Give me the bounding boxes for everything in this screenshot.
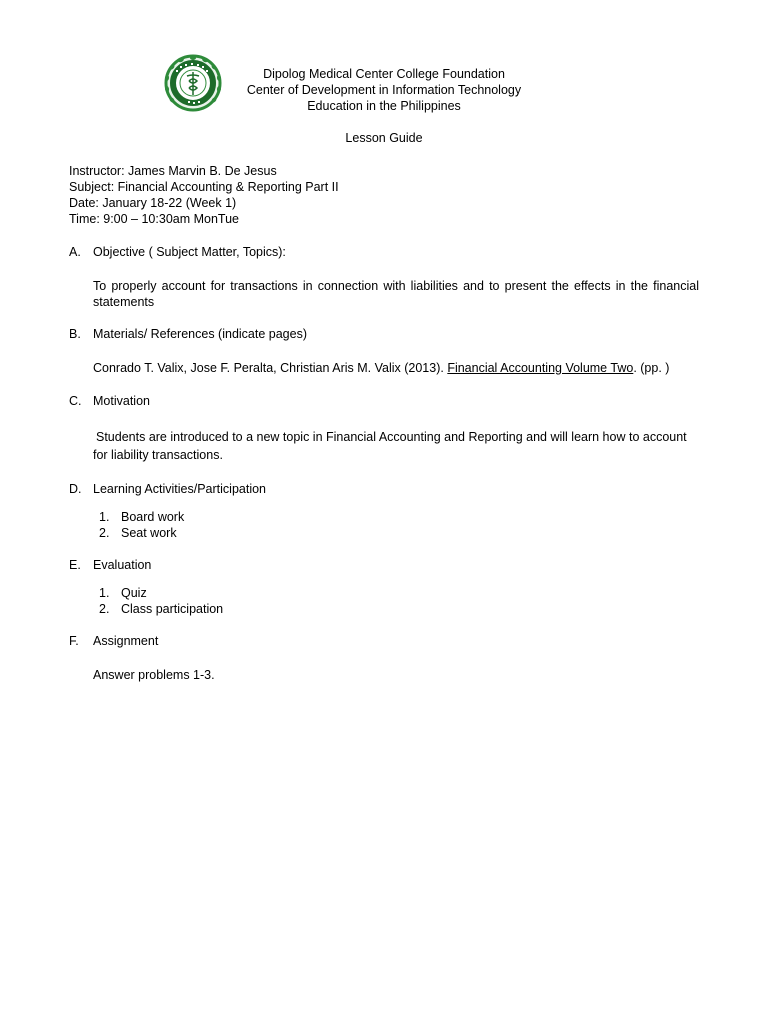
list-item <box>93 525 184 541</box>
section-letter: B. <box>69 327 81 341</box>
item-text: Seat work <box>121 526 177 540</box>
item-number: 2. <box>99 526 110 540</box>
section-f-heading <box>69 633 158 649</box>
item-text: Class participation <box>121 602 224 616</box>
institution-name: Dipolog Medical Center College Foundation <box>263 67 505 81</box>
assignment-text: Answer problems 1-3. <box>93 668 215 682</box>
item-number: 1. <box>99 586 110 600</box>
reference-pages: . (pp. ) <box>633 361 670 375</box>
section-letter: A. <box>69 245 81 259</box>
reference-text <box>93 360 699 376</box>
section-letter: E. <box>69 558 81 572</box>
objective-text: To properly account for transactions in connection with liabilities and to present the effects in the financial statements <box>93 279 699 309</box>
item-number: 2. <box>99 602 110 616</box>
list-item <box>93 585 223 601</box>
section-a-heading <box>69 244 286 260</box>
section-heading: Materials/ References (indicate pages) <box>93 327 307 341</box>
section-c-heading <box>69 393 150 409</box>
document-title: Lesson Guide <box>345 131 423 145</box>
activities-list <box>93 509 184 541</box>
section-letter: C. <box>69 394 82 408</box>
section-heading: Evaluation <box>93 558 152 572</box>
section-heading: Motivation <box>93 394 150 408</box>
subject-line: Subject: Financial Accounting & Reporting Part II <box>69 180 339 194</box>
institution-center: Center of Development in Information Technology <box>246 83 522 97</box>
date-line: Date: January 18-22 (Week 1) <box>69 196 237 210</box>
section-b-heading <box>69 326 307 342</box>
section-letter: F. <box>69 634 79 648</box>
institution-header <box>200 66 568 114</box>
reference-authors: Conrado T. Valix, Jose F. Peralta, Christian Aris M. Valix (2013). <box>93 361 448 375</box>
list-item <box>93 509 184 525</box>
item-number: 1. <box>99 510 110 524</box>
instructor-line: Instructor: James Marvin B. De Jesus <box>69 164 277 178</box>
evaluation-list <box>93 585 223 617</box>
section-e-heading <box>69 557 151 573</box>
motivation-text: Students are introduced to a new topic in Financial Accounting and Reporting and will learn how to account for liability transactions. <box>93 430 687 462</box>
institution-country: Education in the Philippines <box>307 99 461 113</box>
list-item <box>93 601 223 617</box>
section-letter: D. <box>69 482 82 496</box>
reference-book-title: Financial Accounting Volume Two <box>447 361 634 375</box>
time-line: Time: 9:00 – 10:30am MonTue <box>69 212 239 226</box>
lesson-info <box>69 163 339 227</box>
section-heading: Assignment <box>93 634 159 648</box>
section-d-heading <box>69 481 266 497</box>
section-heading: Learning Activities/Participation <box>93 482 267 496</box>
item-text: Quiz <box>121 586 147 600</box>
section-heading: Objective ( Subject Matter, Topics): <box>93 245 286 259</box>
item-text: Board work <box>121 510 185 524</box>
